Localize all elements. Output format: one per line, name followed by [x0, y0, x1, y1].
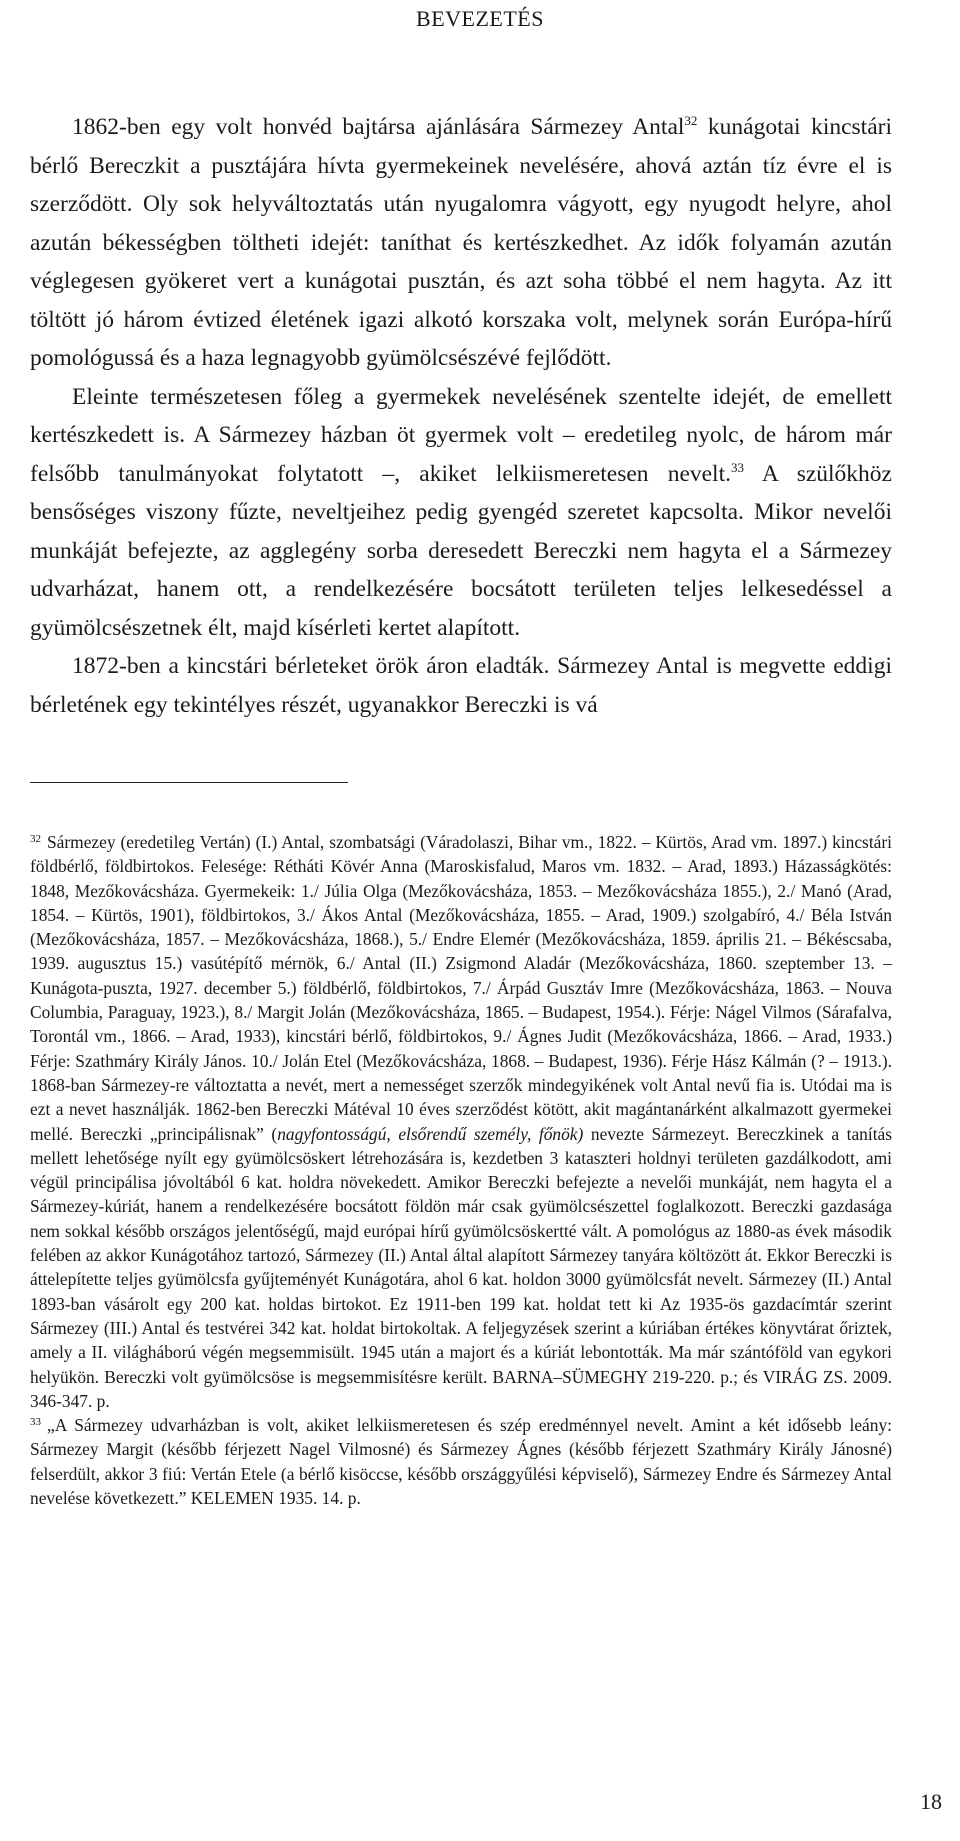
main-text [30, 108, 892, 724]
footnote-ref-32[interactable]: 32 [684, 113, 698, 128]
footnote-33-text: „A Sármezey udvarházban is volt, akiket lelkiismeretesen és szép eredménnyel nevelt. Amint a két idősebb leány: Sármezey Margit (később férjezett Nagel Vilmosné) és Sármezey Ágnes (később férjezett Szathmáry Király Jánosné) felserdült, akkor 3 fiú: Vertán Etele (a bérlő kisöccse, később országgyűlési képviselő), Sármezey Endre és Sármezey Antal nevelése következett.” KELEMEN 1935. 14. p. [30, 1415, 892, 1509]
running-head: BEVEZETÉS [416, 6, 544, 31]
footnotes [30, 830, 892, 1510]
footnote-32-text-b: nevezte Sármezeyt. Bereczkinek a tanítás mellett lehetősége nyílt egy gyümölcsöskert létrehozására is, kezdetben 3 kataszteri holdnyi területen gazdálkodott, ami végül principálisa jóvoltából 6 kat. holdra növekedett. Amikor Bereczki befejezte a nevelői munkáját, nem hagyta el a Sármezey-kúriát, hanem a rendelkezésére bocsátott földön már csak gyümölcsészettel foglalkozott. Bereczki gazdasága nem sokkal később országos jelentőségű, majd európai hírű gyümölcsöskertté vált. A pomológus az 1880-as évek második felében az akkor Kunágotához tartozó, Sármezey (II.) Antal által alapított Sármezey tanyára költözött át. Ekkor Bereczki is áttelepítette teljes gyümölcsfa gyűjteményét Kunágotára, ahol 6 kat. holdon 3000 gyümölcsfát nevelt. Sármezey (II.) Antal 1893-ban vásárolt egy 200 kat. holdas birtokot. Ez 1911-ben 199 kat. holdat tett ki Az 1935-ös gazdacímtár szerint Sármezey (III.) Antal és testvérei 342 kat. holdat birtokoltak. A feljegyzések szerint a kúriában értékes könyvtárat őriztek, amely a II. világháború végén megsemmisült. 1945 után a majort és a kúriát lebontották. Ma már szántóföld van egykori helyükön. Bereczki volt gyümölcsöse is megsemmisítésre került. BARNA–SÜMEGHY 219-220. p.; és VIRÁG ZS. 2009. 346-347. p. [30, 1123, 893, 1411]
paragraph-3: 1872-ben a kincstári bérleteket örök áron eladták. Sármezey Antal is megvette eddigi bérletének egy tekintélyes részét, ugyanakkor Bereczki is vá [30, 653, 892, 718]
footnote-32-italic: nagyfontosságú, elsőrendű személy, főnök) [277, 1123, 584, 1144]
footnote-32-mark: 32 [30, 833, 41, 845]
paragraph-1 [30, 108, 892, 378]
paragraph-1-text-a: 1862-ben egy volt honvéd bajtársa ajánlására Sármezey Antal [72, 114, 685, 140]
paragraph-2-text-a: Eleinte természetesen főleg a gyermekek nevelésének szentelte idejét, de emellett kertészkedett is. A Sármezey házban öt gyermek volt – eredetileg nyolc, de három már felsőbb tanulmányokat folytatott –, akiket lelkiismeretesen nevelt. [30, 383, 892, 487]
footnote-separator [30, 782, 348, 783]
footnote-32 [30, 830, 892, 1413]
paragraph-1-text-b: kunágotai kincstári bérlő Bereczkit a pusztájára hívta gyermekeinek nevelésére, ahová aztán tíz évre el is szerződött. Oly sok helyváltoztatás után nyugalomra vágyott, egy nyugodt helyre, ahol azután békességben töltheti idejét: taníthat és kertészkedhet. Az idők folyamán azután véglegesen gyökeret vert a kunágotai pusztán, és azt soha többé el nem hagyta. Az itt töltött jó három évtized életének igazi alkotó korszaka volt, melynek során Európa-hírű pomológussá és a haza legnagyobb gyümölcsészévé fejlődött. [30, 114, 892, 371]
footnote-33 [30, 1413, 892, 1510]
footnote-32-text-a: Sármezey (eredetileg Vertán) (I.) Antal, szombatsági (Váradolaszi, Bihar vm., 1822. – Kürtös, Arad vm. 1897.) kincstári földbérlő, földbirtokos. Felesége: Rétháti Kövér Anna (Maroskisfalud, Maros vm. 1832. – Arad, 1893.) Házasságkötés: 1848, Mezőkovácsháza. Gyermekeik: 1./ Júlia Olga (Mezőkovácsháza, 1853. – Mezőkovácsháza 1855.), 2./ Manó (Arad, 1854. – Kürtös, 1901), földbirtokos, 3./ Ákos Antal (Mezőkovácsháza, 1855. – Arad, 1909.) szolgabíró, 4./ Béla István (Mezőkovácsháza, 1857. – Mezőkovácsháza, 1868.), 5./ Endre Elemér (Mezőkovácsháza, 1859. április 21. – Békéscsaba, 1939. augusztus 15.) vasútépítő mérnök, 6./ Antal (II.) Zsigmond Aladár (Mezőkovácsháza, 1860. szeptember 13. – Kunágota-puszta, 1927. december 5.) földbérlő, földbirtokos, 7./ Árpád Gusztáv Imre (Mezőkovácsháza, 1863. – Nouva Columbia, Paraguay, 1923.), 8./ Margit Jolán (Mezőkovácsháza, 1865. – Budapest, 1954.). Férje: Nágel Vilmos (Sárafalva, Torontál vm., 1866. – Arad, 1933), kincstári bérlő, földbirtokos, 9./ Ágnes Judit (Mezőkovácsháza, 1866. – Arad, 1933.) Férje: Szathmáry Király János. 10./ Jolán Etel (Mezőkovácsháza, 1868. – Budapest, 1936). Férje Hász Kálmán (? – 1913.). 1868-ban Sármezey-re változtatta a nevét, mert a nemességet szerzők mindegyikének volt Antal nevű fia is. Utódai ma is ezt a nevet használják. 1862-ben Bereczki Mátéval 10 éves szerződést kötött, akit magántanárként alkalmazott gyermekei mellé. Bereczki „principálisnak” ( [30, 832, 892, 1144]
page-number: 18 [920, 1789, 942, 1814]
paragraph-2-text-b: A szülőkhöz bensőséges viszony fűzte, neveltjeihez pedig gyengéd szeretet kapcsolta. Mikor nevelői munkáját befejezte, az agglegény sorba deresedett Bereczki nem hagyta el a Sármezey udvarházat, hanem ott, a rendelkezésére bocsátott területen teljes lelkesedéssel a gyümölcsészetnek élt, majd kísérleti kertet alapított. [30, 460, 892, 641]
footnote-ref-33[interactable]: 33 [731, 459, 744, 475]
footnote-33-mark: 33 [30, 1416, 41, 1429]
paragraph-2 [30, 378, 892, 648]
